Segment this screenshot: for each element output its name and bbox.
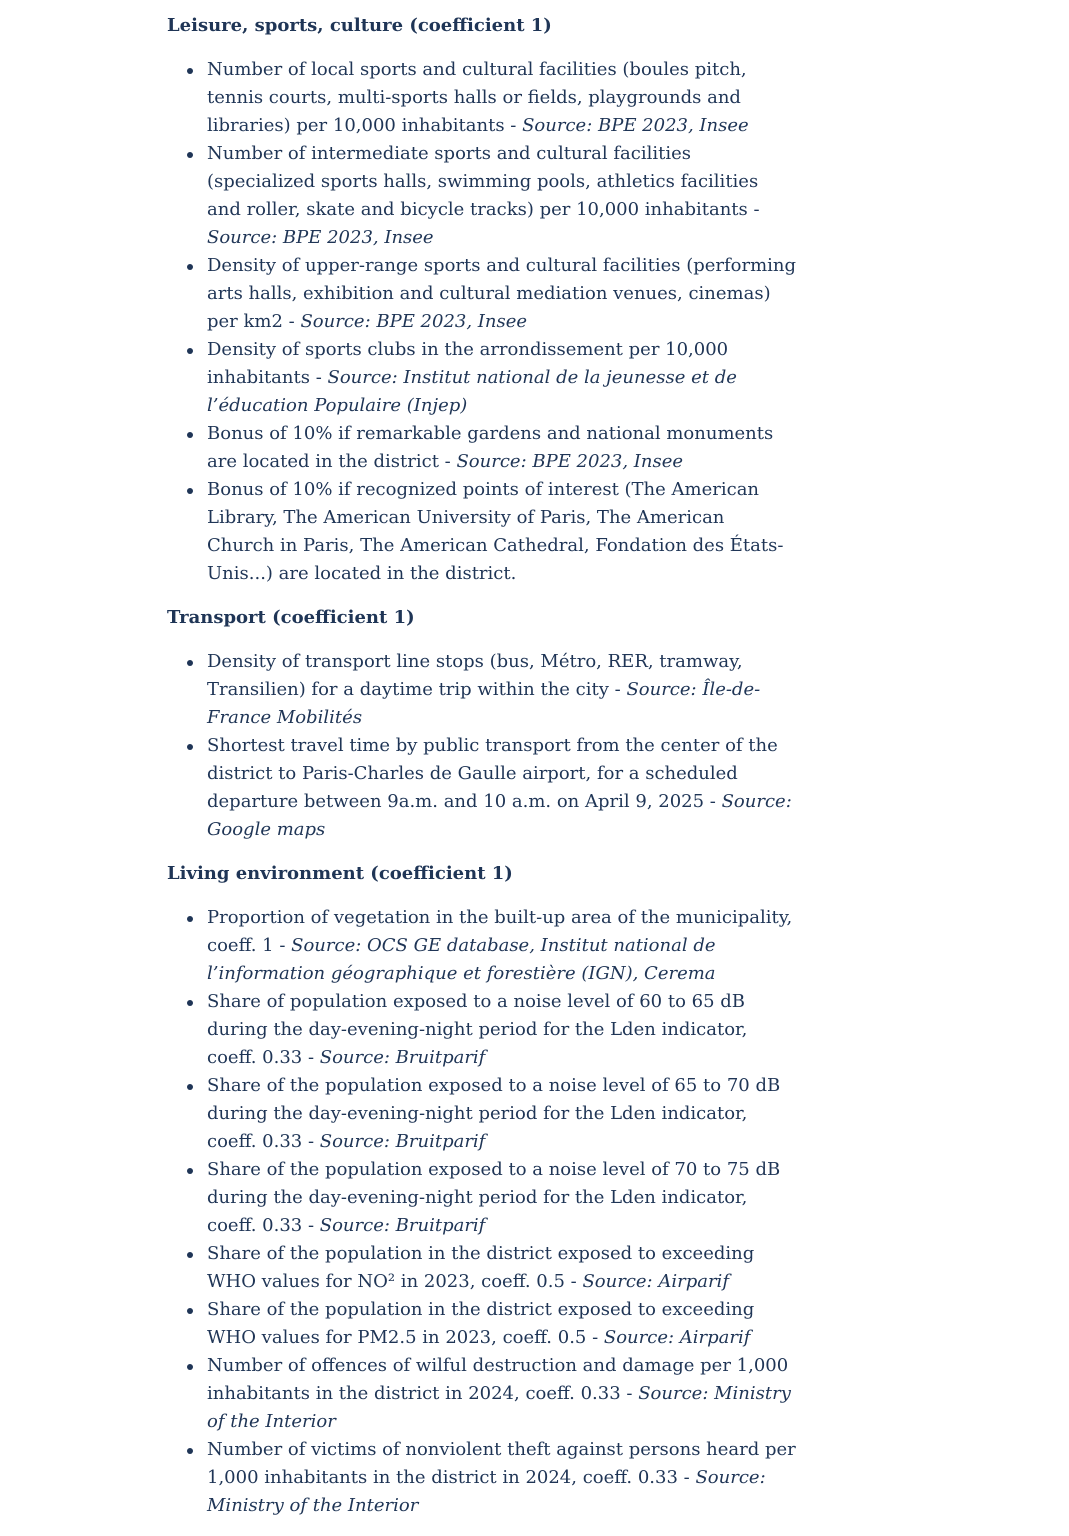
bullet-icon — [187, 1448, 193, 1454]
list-item — [167, 732, 797, 844]
bullet-icon — [187, 432, 193, 438]
criteria-list-living-environment — [167, 904, 797, 1520]
list-item — [167, 140, 797, 252]
criterion-text: Number of intermediate sports and cultural facilities (specialized sports halls, swimming pools, athletics facilities and roller, skate and bicycle tracks) per 10,000 inhabitants - — [207, 143, 760, 220]
bullet-icon — [187, 1308, 193, 1314]
list-item — [167, 1352, 797, 1436]
bullet-icon — [187, 264, 193, 270]
criterion-text: Number of local sports and cultural facilities (boules pitch, tennis courts, multi-sports halls or fields, playgrounds and libraries) per 10,000 inhabitants - — [207, 59, 747, 136]
criterion-text: Proportion of vegetation in the built-up area of the municipality, coeff. 1 - — [207, 907, 793, 956]
criterion-text: Bonus of 10% if recognized points of interest (The American Library, The American University of Paris, The American Church in Paris, The American Cathedral, Fondation des États-Unis...) are located in the district. — [207, 479, 784, 584]
bullet-icon — [187, 152, 193, 158]
bullet-icon — [187, 1252, 193, 1258]
criterion-source: Source: Google maps — [207, 791, 792, 840]
list-item — [167, 1436, 797, 1520]
bullet-icon — [187, 916, 193, 922]
criterion-text: Density of upper-range sports and cultural facilities (performing arts halls, exhibition and cultural mediation venues, cinemas) per km2 - — [207, 255, 797, 332]
bullet-icon — [187, 1084, 193, 1090]
section-title-leisure: Leisure, sports, culture (coefficient 1) — [167, 15, 552, 36]
criterion-text: Share of the population in the district exposed to exceeding WHO values for PM2.5 in 2023, coeff. 0.5 - — [207, 1299, 755, 1348]
criterion-source: Source: Ministry of the Interior — [207, 1467, 766, 1516]
criterion-source: Source: BPE 2023, Insee — [207, 227, 434, 248]
criteria-list-leisure — [167, 56, 797, 588]
criterion-text: Share of the population exposed to a noise level of 70 to 75 dB during the day-evening-night period for the Lden indicator, coeff. 0.33 - — [207, 1159, 781, 1236]
list-item — [167, 1240, 797, 1296]
criterion-source: Source: Bruitparif — [319, 1131, 486, 1152]
bullet-icon — [187, 1000, 193, 1006]
bullet-icon — [187, 744, 193, 750]
criterion-text: Shortest travel time by public transport from the center of the district to Paris-Charles de Gaulle airport, for a scheduled departure between 9a.m. and 10 a.m. on April 9, 2025 - — [207, 735, 778, 812]
list-item — [167, 56, 797, 140]
list-item — [167, 252, 797, 336]
section-title-transport: Transport (coefficient 1) — [167, 607, 415, 628]
bullet-icon — [187, 1168, 193, 1174]
criterion-text: Density of transport line stops (bus, Métro, RER, tramway, Transilien) for a daytime trip within the city - — [207, 651, 743, 700]
bullet-icon — [187, 348, 193, 354]
criterion-source: Source: BPE 2023, Insee — [300, 311, 528, 332]
section-title-living-environment: Living environment (coefficient 1) — [167, 863, 513, 884]
bullet-icon — [187, 488, 193, 494]
list-item — [167, 476, 797, 588]
bullet-icon — [187, 68, 193, 74]
criterion-source: Source: BPE 2023, Insee — [456, 451, 684, 472]
list-item — [167, 336, 797, 420]
list-item — [167, 648, 797, 732]
list-item — [167, 1072, 797, 1156]
criterion-source: Source: OCS GE database, Institut national de l’information géographique et forestière (IGN), Cerema — [207, 935, 716, 984]
criterion-source: Source: Airparif — [603, 1327, 751, 1348]
list-item — [167, 988, 797, 1072]
criterion-text: Share of the population exposed to a noise level of 65 to 70 dB during the day-evening-night period for the Lden indicator, coeff. 0.33 - — [207, 1075, 781, 1152]
criterion-source: Source: BPE 2023, Insee — [522, 115, 749, 136]
list-item — [167, 1156, 797, 1240]
criterion-source: Source: Institut national de la jeunesse et de l’éducation Populaire (Injep) — [207, 367, 737, 416]
criterion-text: Share of the population in the district exposed to exceeding WHO values for NO² in 2023, coeff. 0.5 - — [207, 1243, 755, 1292]
criterion-text: Density of sports clubs in the arrondissement per 10,000 inhabitants - — [207, 339, 729, 388]
criterion-text: Number of victims of nonviolent theft against persons heard per 1,000 inhabitants in the district in 2024, coeff. 0.33 - — [207, 1439, 796, 1488]
criteria-list-transport — [167, 648, 797, 844]
list-item — [167, 420, 797, 476]
bullet-icon — [187, 1364, 193, 1370]
criterion-text: Share of population exposed to a noise level of 60 to 65 dB during the day-evening-night period for the Lden indicator, coeff. 0.33 - — [207, 991, 748, 1068]
criterion-source: Source: Bruitparif — [319, 1047, 486, 1068]
criterion-source: Source: Bruitparif — [319, 1215, 486, 1236]
list-item — [167, 1296, 797, 1352]
criterion-source: Source: Ministry of the Interior — [207, 1383, 791, 1432]
criterion-text: Number of offences of wilful destruction and damage per 1,000 inhabitants in the district in 2024, coeff. 0.33 - — [207, 1355, 789, 1404]
criterion-source: Source: Airparif — [582, 1271, 729, 1292]
article-content — [167, 12, 797, 1536]
criterion-source: Source: Île-de-France Mobilités — [207, 679, 761, 728]
list-item — [167, 904, 797, 988]
criterion-text: Bonus of 10% if remarkable gardens and national monuments are located in the district - — [207, 423, 774, 472]
bullet-icon — [187, 660, 193, 666]
